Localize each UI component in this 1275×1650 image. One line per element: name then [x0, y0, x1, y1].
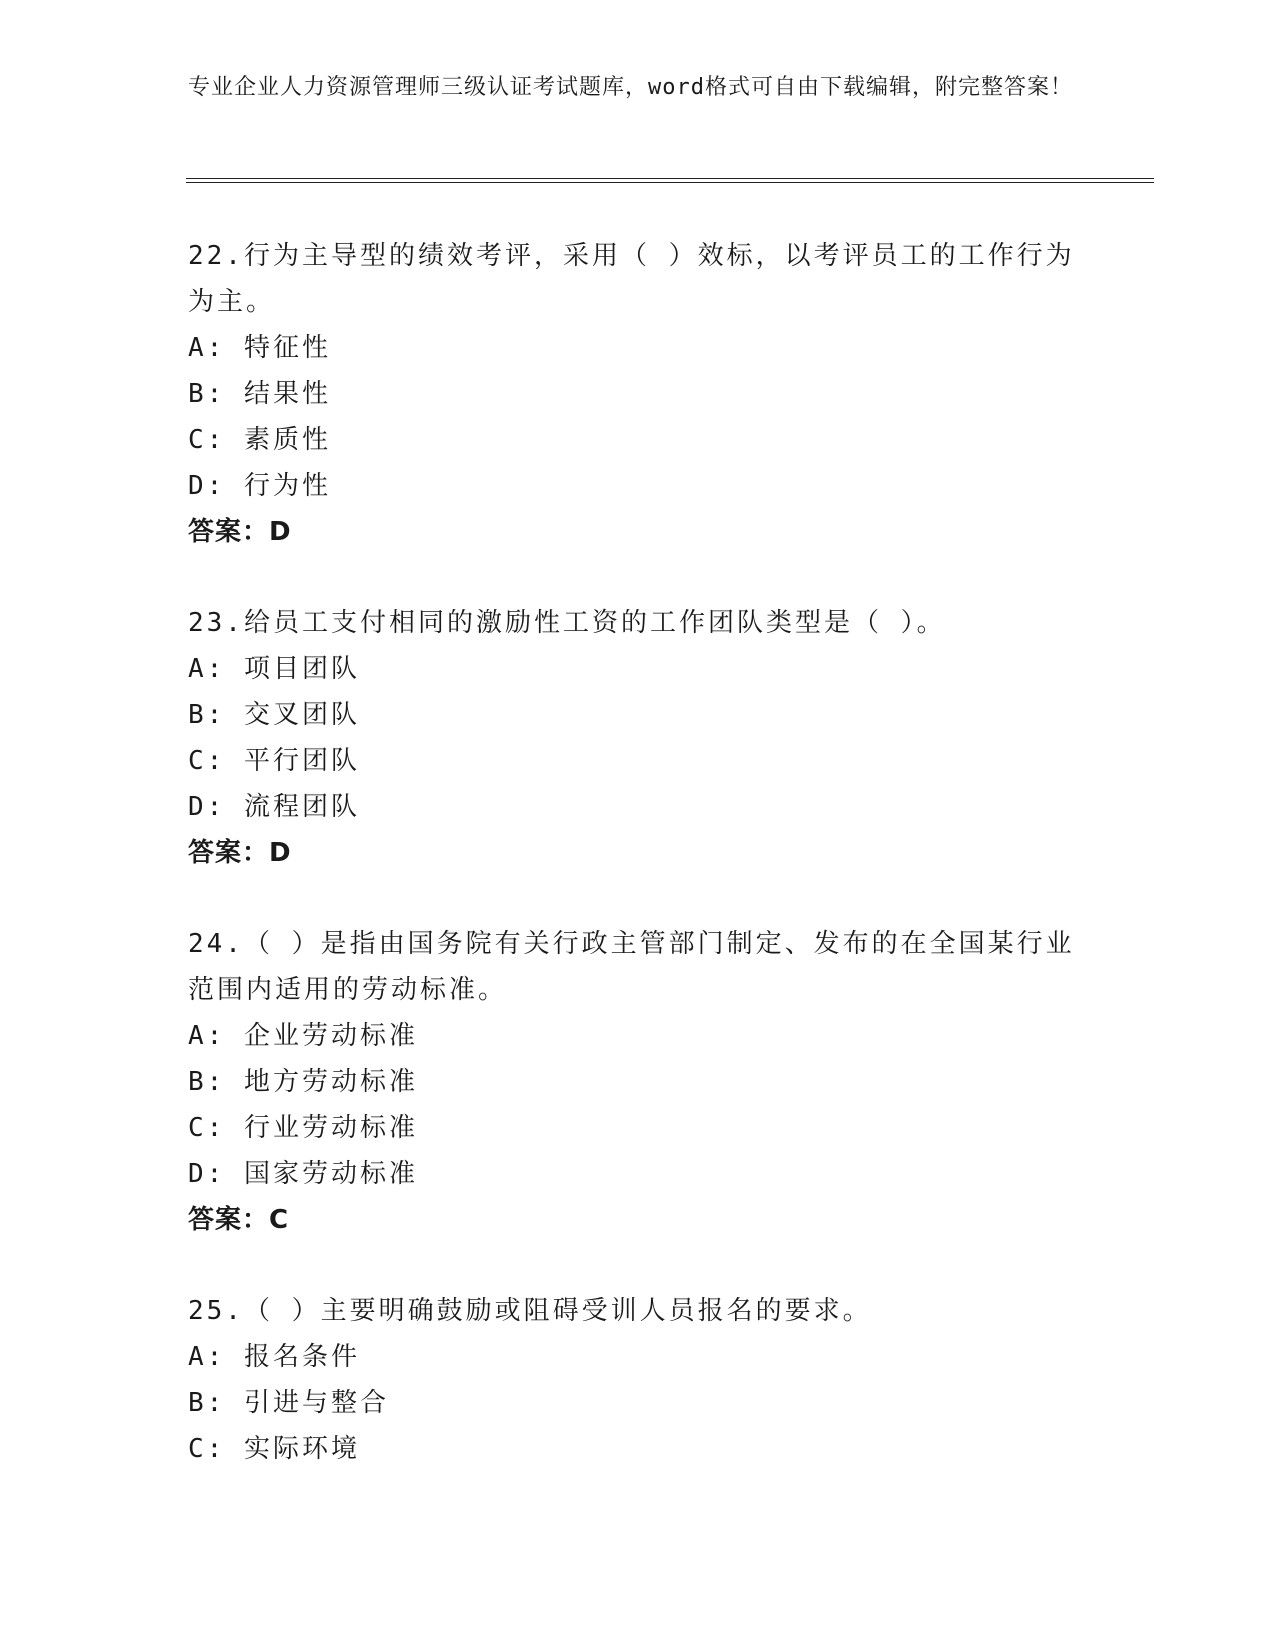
option-d: D: 国家劳动标准: [188, 1159, 418, 1189]
option-a: A: 项目团队: [188, 654, 360, 684]
option-d: D: 流程团队: [188, 792, 360, 822]
option-a: A: 报名条件: [188, 1342, 360, 1372]
answer-line: 答案：D: [188, 517, 292, 547]
option-b: B: 交叉团队: [188, 700, 360, 730]
answer-line: 答案：C: [188, 1205, 290, 1235]
question-stem: 25.（ ）主要明确鼓励或阻碍受训人员报名的要求。: [188, 1296, 872, 1326]
option-c: C: 行业劳动标准: [188, 1113, 418, 1143]
question-stem: 23.给员工支付相同的激励性工资的工作团队类型是（ ）。: [188, 608, 946, 638]
question-23: [188, 600, 1088, 876]
option-c: C: 实际环境: [188, 1434, 360, 1464]
option-d: D: 行为性: [188, 471, 331, 501]
option-c: C: 素质性: [188, 425, 331, 455]
question-stem: 24.（ ）是指由国务院有关行政主管部门制定、发布的在全国某行业范围内适用的劳动标准。: [188, 929, 1075, 1005]
option-a: A: 特征性: [188, 333, 331, 363]
option-a: A: 企业劳动标准: [188, 1021, 418, 1051]
answer-line: 答案：D: [188, 838, 292, 868]
option-b: B: 引进与整合: [188, 1388, 389, 1418]
question-list: [188, 233, 1088, 1517]
question-24: [188, 921, 1088, 1243]
header-divider: [186, 178, 1154, 183]
option-b: B: 结果性: [188, 379, 331, 409]
option-c: C: 平行团队: [188, 746, 360, 776]
question-stem: 22.行为主导型的绩效考评，采用（ ）效标，以考评员工的工作行为为主。: [188, 241, 1075, 317]
document-header: 专业企业人力资源管理师三级认证考试题库，word格式可自由下载编辑，附完整答案！: [188, 75, 1073, 100]
question-25: [188, 1288, 1088, 1472]
question-22: [188, 233, 1088, 555]
option-b: B: 地方劳动标准: [188, 1067, 418, 1097]
